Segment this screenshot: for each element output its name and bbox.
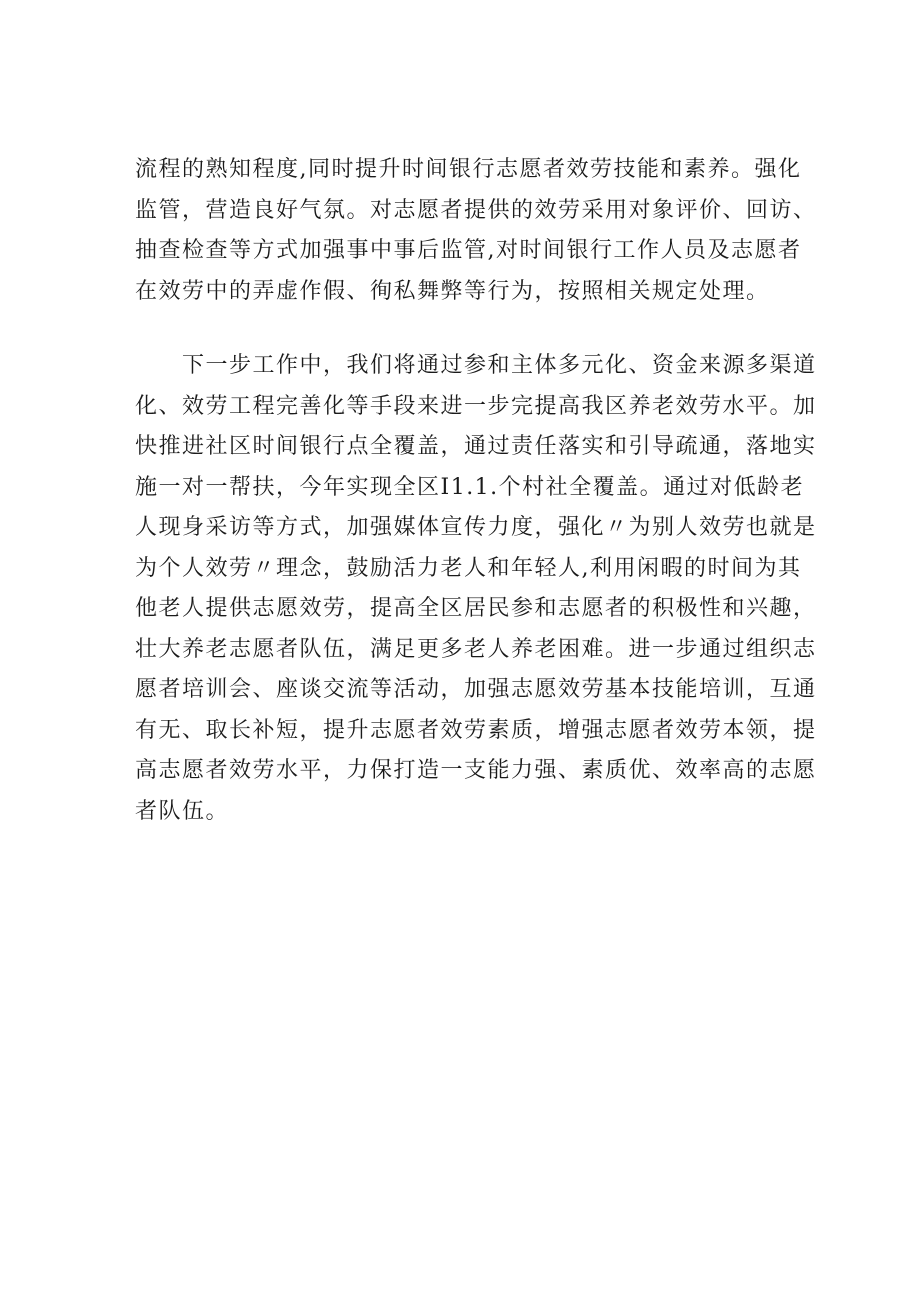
text-line: 快推进社区时间银行点全覆盖，通过责任落实和引导疏通，落地实: [135, 434, 817, 459]
text-line: 为个人效劳〃理念，鼓励活力老人和年轻人,利用闲暇的时间为其: [135, 555, 802, 581]
text-line: 流程的熟知程度,同时提升时间银行志愿者效劳技能和素养。强化: [135, 157, 802, 182]
text-line: 化、效劳工程完善化等手段来进一步完提高我区养老效劳水平。加: [135, 393, 817, 419]
text-line: 人现身采访等方式，加强媒体宣传力度，强化〃为别人效劳也就是: [135, 515, 817, 540]
text-line: 者队伍。: [135, 798, 230, 824]
text-line: 愿者培训会、座谈交流等活动，加强志愿效劳基本技能培训，互通: [135, 677, 817, 702]
text-line: 施一对一帮扶，今年实现全区I1.1.个村社全覆盖。通过对低龄老: [135, 474, 805, 500]
text-line: 在效劳中的弄虚作假、徇私舞弊等行为，按照相关规定处理。: [135, 278, 770, 304]
paragraph-2: [135, 346, 817, 832]
text-line: 监管，营造良好气氛。对志愿者提供的效劳采用对象评价、回访、: [135, 197, 817, 223]
text-line: 下一步工作中，我们将通过参和主体多元化、资金来源多渠道: [182, 353, 817, 378]
text-line: 有无、取长补短，提升志愿者效劳素质，增强志愿者效劳本领，提: [135, 717, 817, 743]
paragraph-1: [135, 150, 817, 312]
text-line: 抽查检查等方式加强事中事后监管,对时间银行工作人员及志愿者: [135, 238, 802, 263]
text-line: 壮大养老志愿者队伍，满足更多老人养老困难。进一步通过组织志: [135, 636, 817, 662]
text-line: 他老人提供志愿效劳，提高全区居民参和志愿者的积极性和兴趣，: [135, 596, 817, 621]
text-line: 高志愿者效劳水平，力保打造一支能力强、素质优、效率高的志愿: [135, 758, 817, 783]
